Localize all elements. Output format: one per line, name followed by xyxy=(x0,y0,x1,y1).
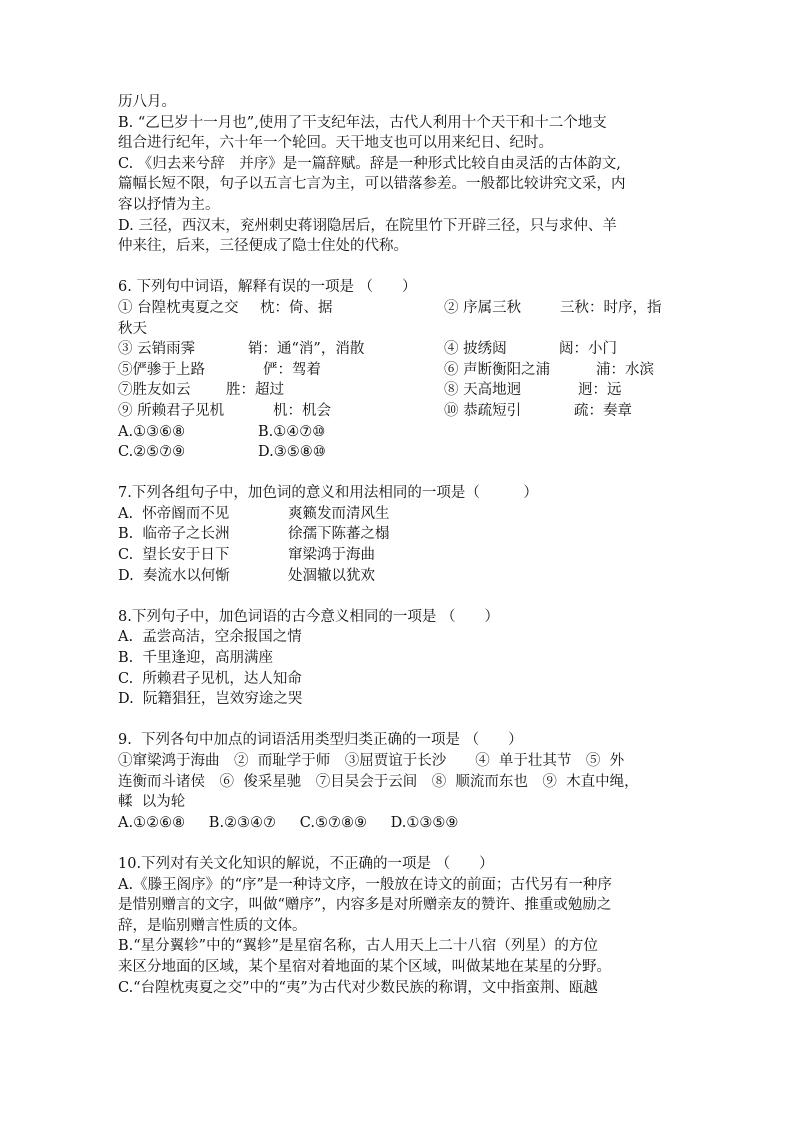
item-gloss: 枕：倚、据 xyxy=(260,299,333,316)
text-line: 是惜别赠言的文字，叫做“赠序”，内容多是对所赠亲友的赞许、推重或勉励之 xyxy=(118,897,612,914)
text-line: A.《滕王阁序》的“序”是一种诗文序，一般放在诗文的前面；古代另有一种序 xyxy=(118,876,612,893)
item-row xyxy=(118,298,678,319)
text-line: B. “乙巳岁十一月也”,使用了干支纪年法，古代人利用十个天干和十二个地支 xyxy=(118,114,607,131)
question-stem: 10.下列对有关文化知识的解说，不正确的一项是 （ ） xyxy=(118,855,494,872)
text-line: 仲来往，后来，三径便成了隐士住处的代称。 xyxy=(118,238,408,255)
item-sentence: ⑥ 声断衡阳之浦 xyxy=(444,361,551,378)
option-line: B. 千里逢迎，高朋满座 xyxy=(118,650,273,667)
item-gloss: 疏：奏章 xyxy=(574,402,632,419)
question-stem: 9. 下列各句中加点的词语活用类型归类正确的一项是 （ ） xyxy=(118,732,523,749)
answer-options xyxy=(118,442,678,463)
text-line: 辞，是临别赠言性质的文体。 xyxy=(118,917,307,934)
spacer xyxy=(118,257,678,278)
question-stem: 8.下列句子中，加色词语的古今意义相同的一项是 （ ） xyxy=(118,608,499,625)
text-line: 篇幅长短不限，句子以五言七言为主，可以错落参差。一般都比较讲究文采，内 xyxy=(118,176,626,193)
option-row xyxy=(118,545,678,566)
intro-section xyxy=(118,92,678,257)
option-b: B.①④⑦⑩ xyxy=(258,423,326,440)
option-sentence-2: 徐孺下陈蕃之榻 xyxy=(288,526,390,543)
item-sentence: ① 台隍枕夷夏之交 xyxy=(118,299,239,316)
item-sentence: ③ 云销雨霁 xyxy=(118,341,196,358)
option-sentence-1: B. 临帝子之长洲 xyxy=(118,526,230,543)
exam-page xyxy=(118,92,678,998)
text-line: D. 三径，西汉末，兖州刺史蒋诩隐居后，在院里竹下开辟三径，只与求仲、羊 xyxy=(118,217,617,234)
option-line: C. 所赖君子见机，达人知命 xyxy=(118,670,302,687)
question-stem: 6. 下列句中词语，解释有误的一项是 （ ） xyxy=(118,279,417,296)
item-gloss: 机：机会 xyxy=(273,402,331,419)
item-row xyxy=(118,319,678,340)
item-gloss: 迥：远 xyxy=(578,382,622,399)
option-c: C.②⑤⑦⑨ xyxy=(118,444,186,461)
option-row xyxy=(118,504,678,525)
text-line: 容以抒情为主。 xyxy=(118,196,220,213)
option-line: A. 孟尝高洁，空余报国之情 xyxy=(118,629,302,646)
spacer xyxy=(118,710,678,731)
item-sentence: ⑤俨骖于上路 xyxy=(118,361,205,378)
text-line: 輮 以为轮 xyxy=(118,794,186,811)
text-line: 来区分地面的区域，某个星宿对着地面的某个区域，叫做某地在某星的分野。 xyxy=(118,958,611,975)
question-stem: 7.下列各组句子中，加色词的意义和用法相同的一项是（ ） xyxy=(118,485,538,502)
item-sentence: ⑦胜友如云 xyxy=(118,382,191,399)
option-line: D. 阮籍猖狂，岂效穷途之哭 xyxy=(118,691,303,708)
item-gloss: 三秋：时序，指 xyxy=(560,299,662,316)
text-line: ①窜梁鸿于海曲 ② 而耻学于师 ③屈贾谊于长沙 ④ 单于壮其节 ⑤ 外 xyxy=(118,753,625,769)
option-a: A.①③⑥⑧ xyxy=(118,423,186,440)
item-sentence: ④ 披绣闼 xyxy=(444,341,507,358)
question-8 xyxy=(118,607,678,710)
text-line: C.“台隍枕夷夏之交”中的“夷”为古代对少数民族的称谓，文中指蛮荆、瓯越 xyxy=(118,979,598,996)
text-line: 连衡而斗诸侯 ⑥ 俊采星驰 ⑦目吴会于云间 ⑧ 顺流而东也 ⑨ 木直中绳， xyxy=(118,773,639,790)
item-row xyxy=(118,380,678,401)
option-row xyxy=(118,566,678,587)
item-row xyxy=(118,360,678,381)
text-line: C. 《归去来兮辞 并序》是一篇辞赋。辞是一种形式比较自由灵活的古体韵文, xyxy=(118,155,621,172)
item-sentence: ⑨ 所赖君子见机 xyxy=(118,402,225,419)
item-gloss: 胜：超过 xyxy=(226,382,284,399)
spacer xyxy=(118,586,678,607)
option-row xyxy=(118,524,678,545)
option-sentence-2: 处涸辙以犹欢 xyxy=(288,567,375,584)
item-row xyxy=(118,401,678,422)
item-gloss: 闼：小门 xyxy=(559,341,617,358)
spacer xyxy=(118,463,678,484)
item-continuation: 秋天 xyxy=(118,320,147,337)
option-d: D.③⑤⑧⑩ xyxy=(258,444,326,461)
question-10 xyxy=(118,854,678,998)
text-line: 组合进行纪年，六十年一个轮回。天干地支也可以用来纪日、纪时。 xyxy=(118,135,553,152)
text-line: 历八月。 xyxy=(118,94,176,110)
item-sentence: ⑧ 天高地迥 xyxy=(444,382,522,399)
option-sentence-1: A. 怀帝阍而不见 xyxy=(118,505,230,522)
item-gloss: 俨：驾着 xyxy=(263,361,321,378)
item-gloss: 销：通“消”，消散 xyxy=(248,341,365,358)
answer-options xyxy=(118,422,678,443)
question-6 xyxy=(118,277,678,462)
text-line: B.“星分翼轸”中的“翼轸”是星宿名称，古人用天上二十八宿（列星）的方位 xyxy=(118,938,598,955)
question-7 xyxy=(118,483,678,586)
item-sentence: ⑩ 恭疏短引 xyxy=(444,402,522,419)
option-sentence-1: D. 奏流水以何惭 xyxy=(118,567,230,584)
answer-options: A.①②⑥⑧ B.②③④⑦ C.⑤⑦⑧⑨ D.①③⑤⑨ xyxy=(118,814,459,831)
option-sentence-1: C. 望长安于日下 xyxy=(118,547,230,564)
spacer xyxy=(118,833,678,854)
item-sentence: ② 序属三秋 xyxy=(444,299,522,316)
option-sentence-2: 爽籁发而清风生 xyxy=(288,505,390,522)
item-gloss: 浦：水滨 xyxy=(596,361,654,378)
question-9 xyxy=(118,730,678,833)
item-row xyxy=(118,339,678,360)
option-sentence-2: 窜梁鸿于海曲 xyxy=(288,547,375,564)
